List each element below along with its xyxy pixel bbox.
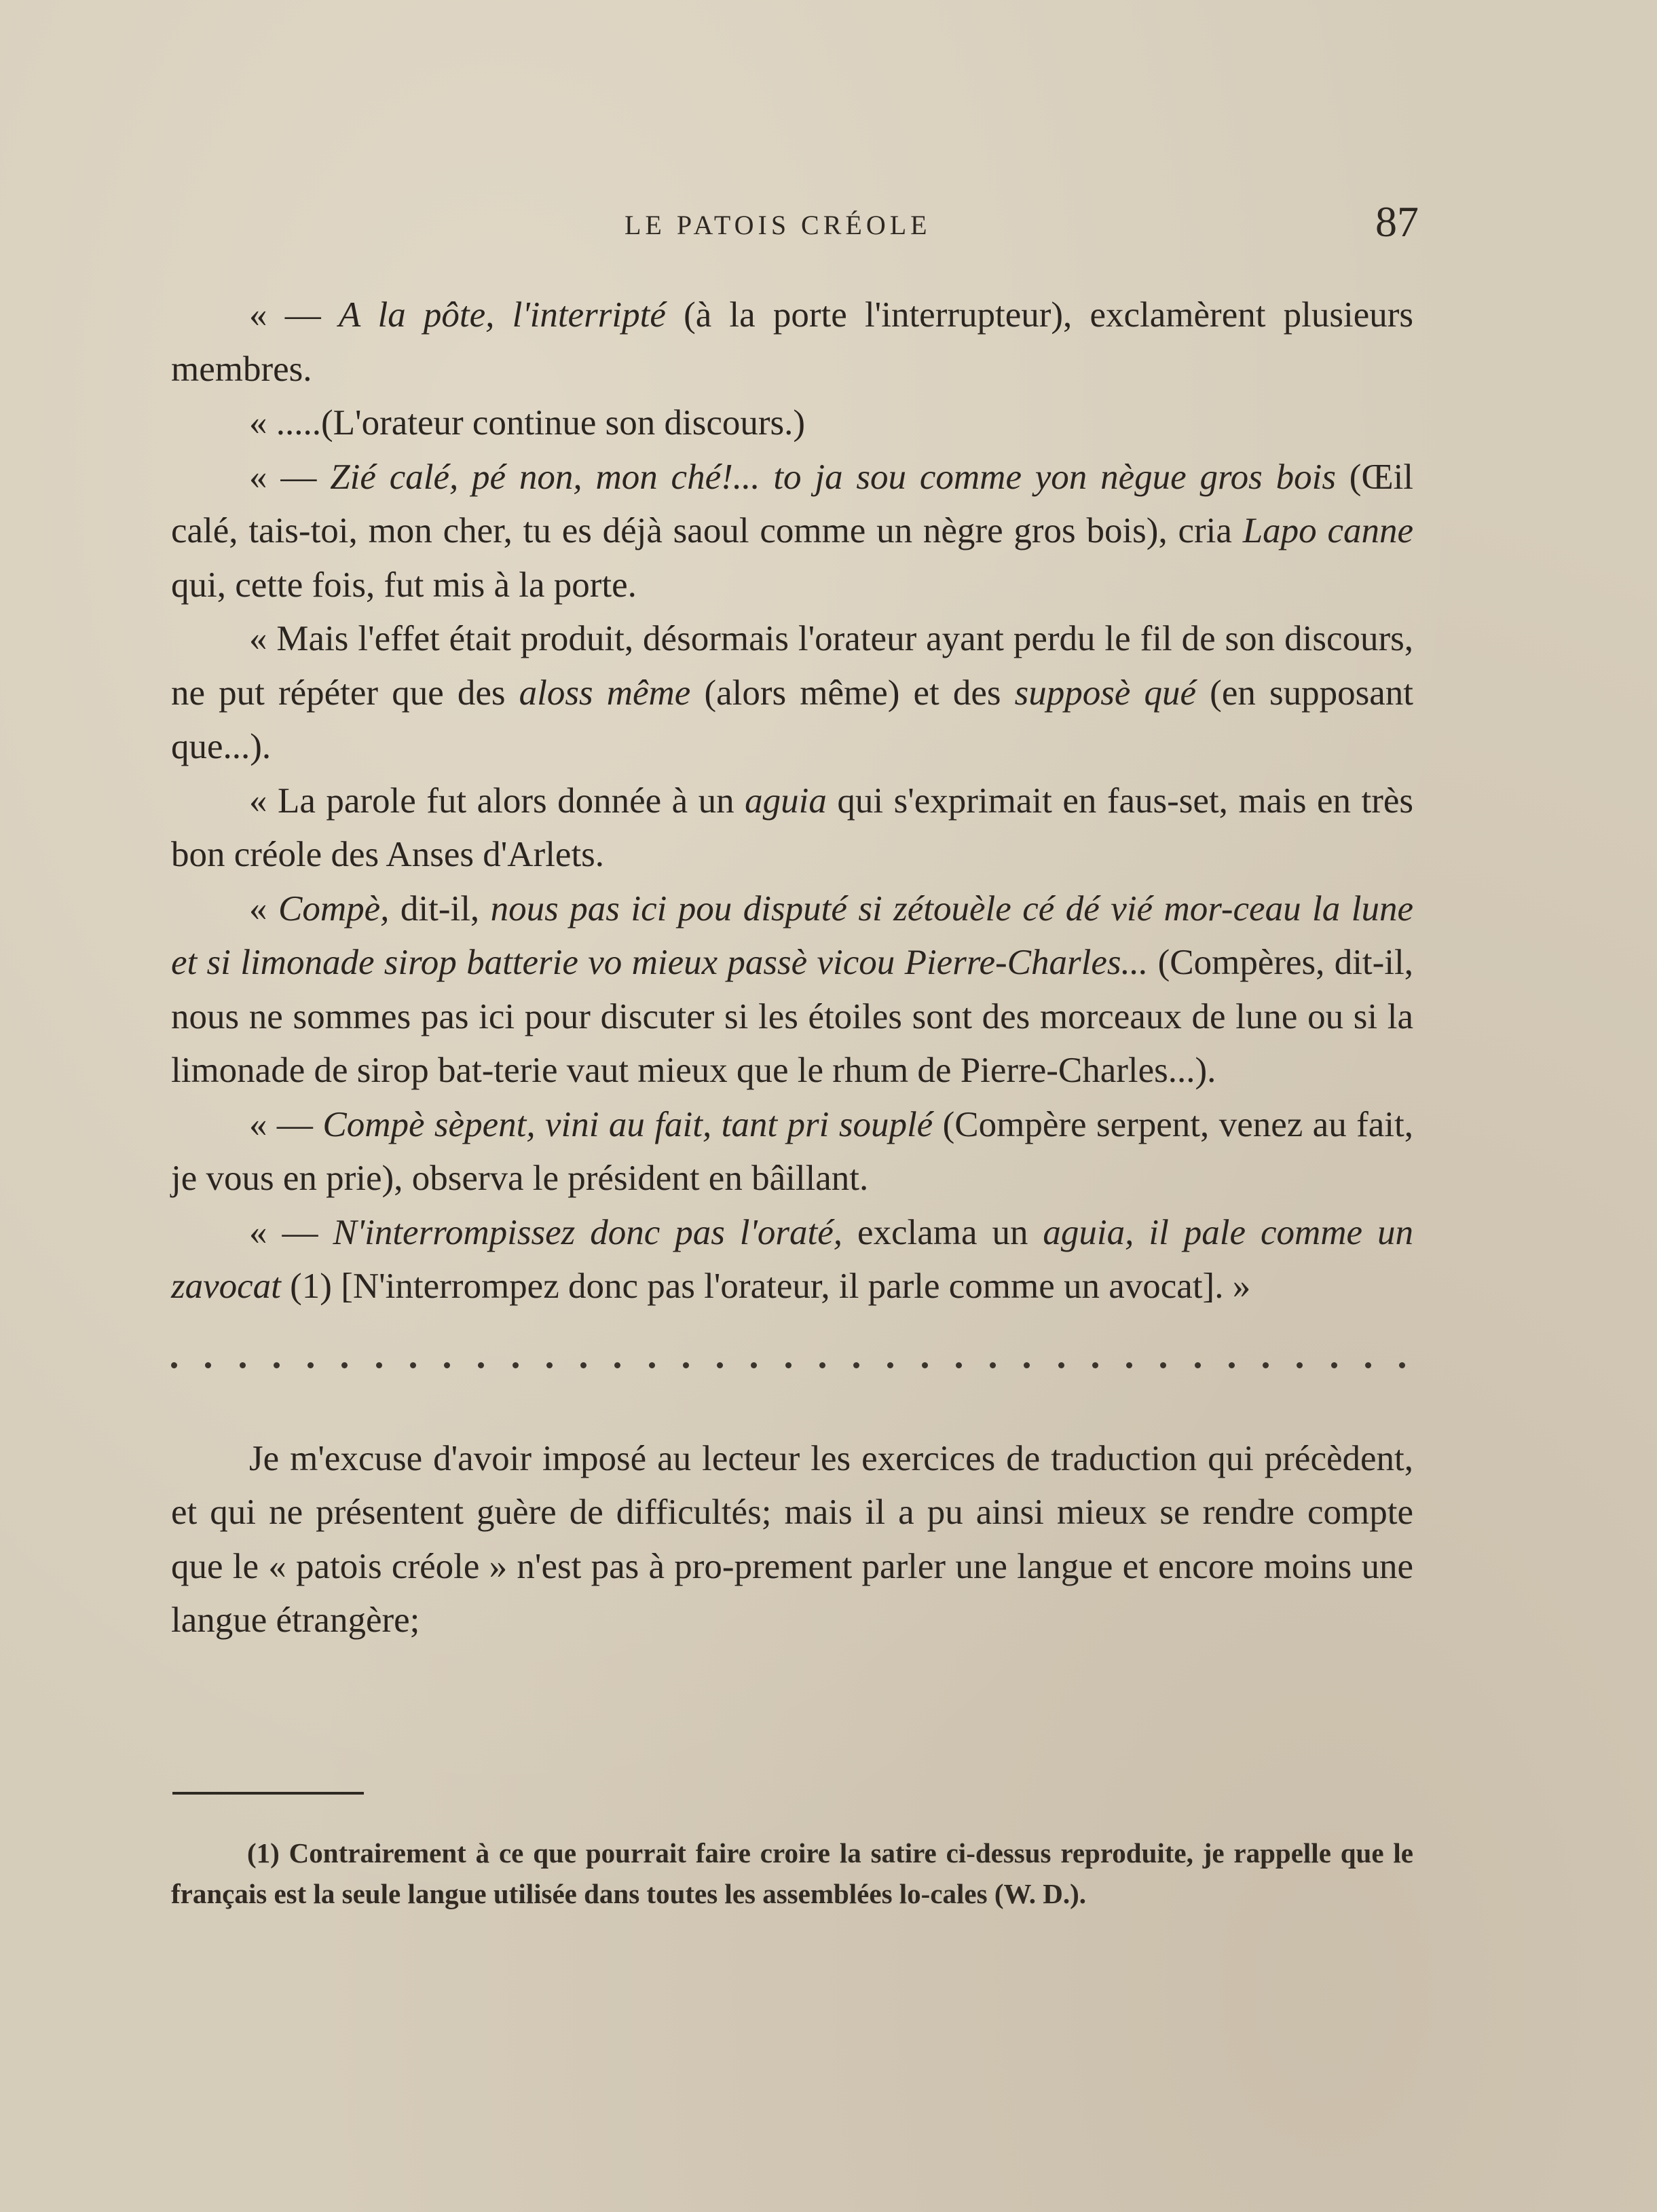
separator-dot — [1263, 1362, 1269, 1368]
separator-dot — [1160, 1362, 1166, 1368]
separator-dot — [171, 1362, 177, 1368]
text-segment: dit-il, — [389, 888, 491, 929]
separator-dot — [444, 1362, 450, 1368]
separator-dot — [853, 1362, 859, 1368]
creole-phrase: Compè, — [278, 888, 390, 929]
footnote-rule — [172, 1792, 364, 1795]
text-segment: (en supposant que...). — [171, 673, 1413, 766]
separator-dot — [478, 1362, 484, 1368]
separator-dot — [1331, 1362, 1337, 1368]
text-segment: qui s'exprimait en faus-set, mais en très bon créole des Anses d'Arlets. — [171, 781, 1414, 874]
separator-dot — [205, 1362, 211, 1368]
creole-phrase: nous pas ici pou disputé si zétouèle cé dé vié mor-ceau la lune et si limonade sirop batterie vo mieux passè vicou Pierre-Charles... — [171, 888, 1413, 982]
text-segment: « — — [249, 1212, 333, 1252]
page-header — [170, 197, 1419, 251]
ellipsis-separator — [171, 1338, 1413, 1393]
creole-phrase: aguia — [745, 781, 827, 821]
text-segment: qui, cette fois, fut mis à la porte. — [171, 565, 637, 605]
text-segment: (Compères, dit-il, nous ne sommes pas ici pour discuter si les étoiles sont des morceaux de lune ou si la limonade de sirop bat-terie vaut mieux que le rhum de Pierre-Charles...). — [171, 943, 1413, 1090]
separator-dot — [1058, 1362, 1064, 1368]
text-segment: « — — [249, 457, 331, 497]
separator-dot — [308, 1362, 314, 1368]
separator-dot — [274, 1362, 280, 1368]
separator-dot — [922, 1362, 928, 1368]
text-segment: « Mais l'effet était produit, désormais l'orateur ayant perdu le fil de son discours, ne put répéter que des — [171, 619, 1413, 713]
text-segment: « .....(L'orateur continue son discours.) — [249, 403, 806, 443]
footnote: (1) Contrairement à ce que pourrait faire croire la satire ci-dessus reproduite, je rappelle que le français est la seule langue utilisée dans toutes les assemblées lo-cales (W. D.). — [171, 1837, 1413, 1909]
separator-dot — [1195, 1362, 1201, 1368]
page-number: 87 — [1375, 198, 1419, 246]
creole-phrase: Zié calé, pé non, mon ché!... to ja sou comme yon nègue gros bois — [330, 457, 1336, 497]
separator-dot — [240, 1362, 246, 1368]
separator-dot — [376, 1362, 382, 1368]
creole-phrase: Lapo canne — [1242, 511, 1413, 550]
running-title: LE PATOIS CRÉOLE — [625, 210, 931, 240]
creole-phrase: A la pôte, l'interripté — [338, 295, 666, 335]
separator-dot — [614, 1362, 620, 1368]
separator-dot — [1092, 1362, 1098, 1368]
separator-dot — [1365, 1362, 1371, 1368]
text-segment: (1) [N'interrompez donc pas l'orateur, il parle comme un avocat]. » — [280, 1267, 1251, 1306]
separator-dot — [1126, 1362, 1132, 1368]
separator-dot — [683, 1362, 689, 1368]
separator-dot — [580, 1362, 587, 1368]
creole-phrase: N'interrompissez donc pas l'oraté, — [333, 1212, 842, 1252]
separator-dot — [649, 1362, 655, 1368]
text-segment: (à la porte l'interrupteur), exclamèrent plusieurs membres. — [171, 295, 1414, 389]
paragraph — [171, 451, 1413, 613]
text-segment: exclama un — [842, 1212, 1043, 1252]
creole-phrase: supposè qué — [1014, 673, 1197, 713]
separator-dot — [785, 1362, 792, 1368]
separator-dot — [717, 1362, 723, 1368]
paragraph — [171, 774, 1413, 882]
text-segment: « — — [249, 1104, 323, 1144]
separator-dot — [751, 1362, 757, 1368]
paragraph — [171, 288, 1413, 396]
separator-dot — [1024, 1362, 1030, 1368]
closing-paragraph: Je m'excuse d'avoir imposé au lecteur les exercices de traduction qui précèdent, et qui ne présentent guère de difficultés; mais il a pu ainsi mieux se rendre compte que le « patois créole » n'est pas à pro-prement parler une langue et encore moins une langue étrangère; — [171, 1438, 1413, 1640]
text-segment: (alors même) et des — [690, 673, 1015, 713]
paragraph — [171, 396, 1413, 451]
separator-dot — [887, 1362, 893, 1368]
text-segment: « La parole fut alors donnée à un — [249, 781, 745, 821]
paragraph — [171, 1098, 1413, 1206]
separator-dot — [956, 1362, 962, 1368]
separator-dot — [990, 1362, 996, 1368]
separator-dot — [410, 1362, 416, 1368]
separator-dot — [1399, 1362, 1405, 1368]
text-segment: (Œil calé, tais-toi, mon cher, tu es déjà saoul comme un nègre gros bois), cria — [171, 457, 1414, 550]
text-segment: « — [249, 888, 278, 929]
paragraph — [171, 882, 1413, 1098]
separator-dot — [1297, 1362, 1303, 1368]
separator-dot — [341, 1362, 348, 1368]
separator-dot — [1229, 1362, 1235, 1368]
creole-phrase: aloss même — [519, 673, 691, 713]
separator-dot — [819, 1362, 825, 1368]
separator-dot — [513, 1362, 519, 1368]
text-segment: « — — [249, 295, 339, 335]
creole-phrase: aguia, il pale comme un zavocat — [171, 1212, 1414, 1306]
paragraph — [171, 1206, 1413, 1314]
separator-dot — [546, 1362, 553, 1368]
text-segment: (Compère serpent, venez au fait, je vous en prie), observa le président en bâillant. — [171, 1104, 1414, 1198]
main-text — [171, 288, 1413, 1648]
creole-phrase: Compè sèpent, vini au fait, tant pri souplé — [322, 1104, 933, 1144]
paragraph — [171, 612, 1413, 774]
